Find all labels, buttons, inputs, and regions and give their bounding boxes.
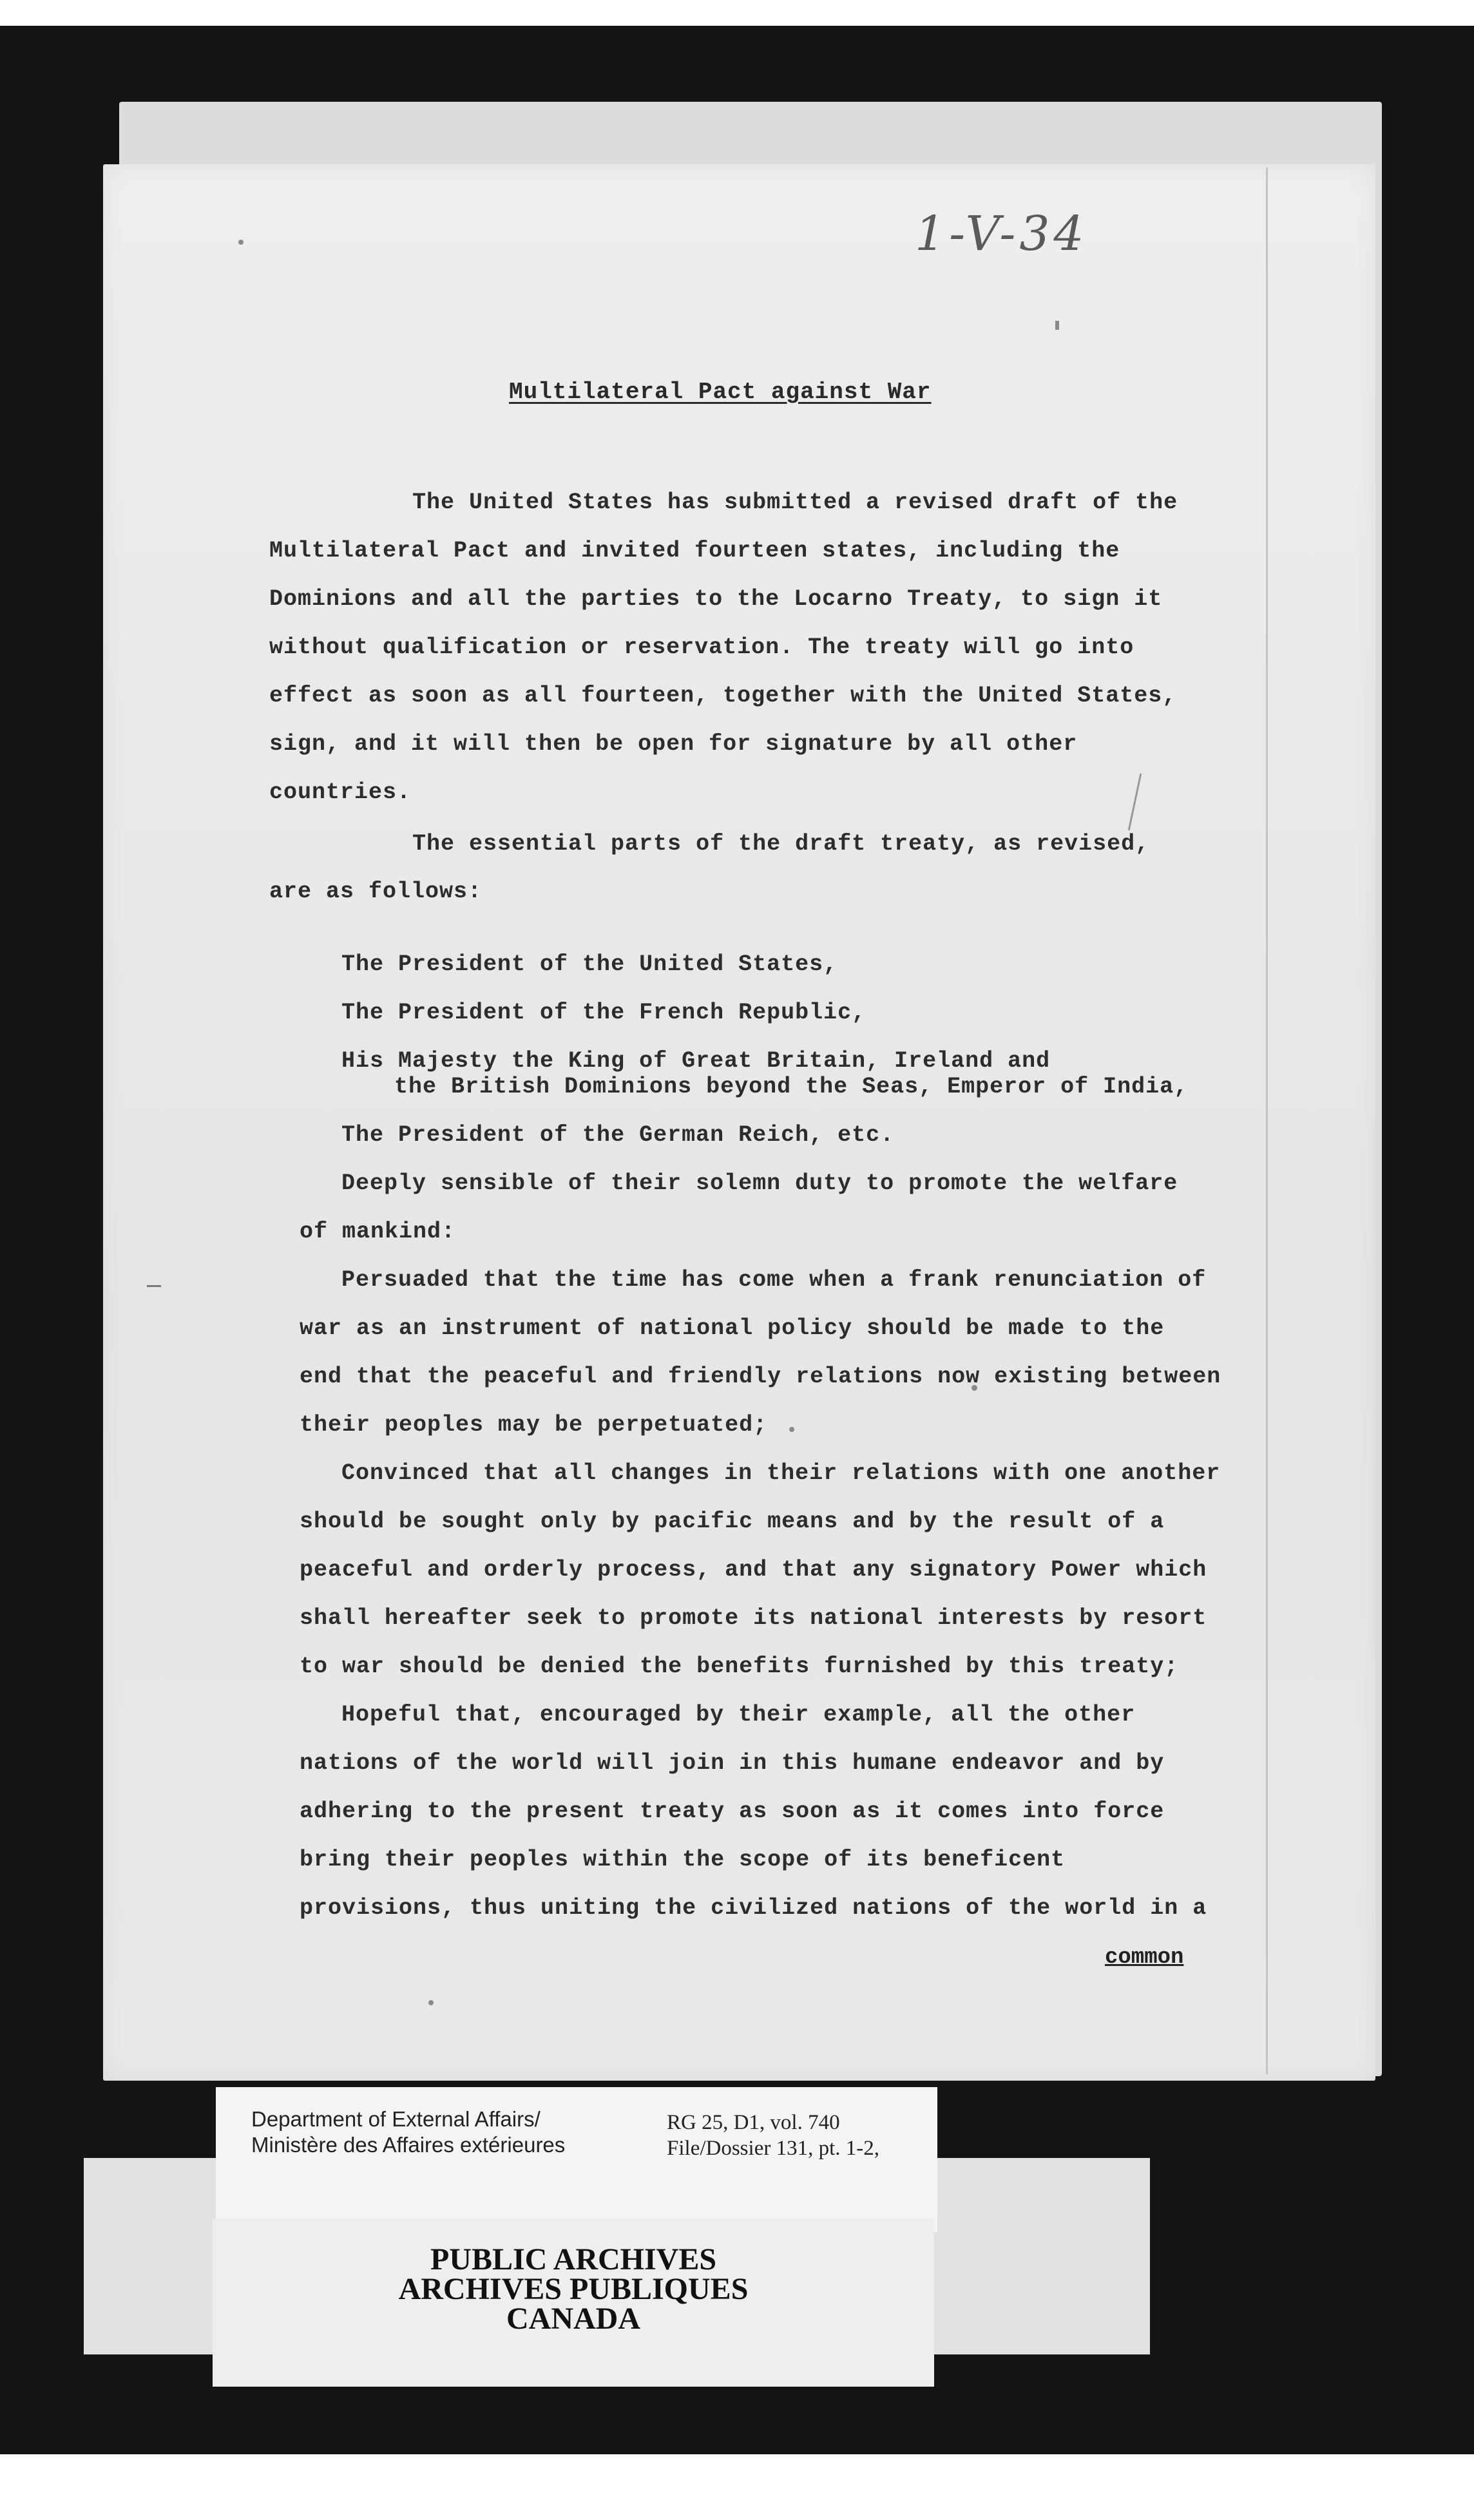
- reference-label: [667, 2110, 879, 2161]
- margin-mark: [147, 1285, 161, 1287]
- text-line: to war should be denied the benefits furnished by this treaty;: [300, 1654, 1179, 1679]
- text-line: Deeply sensible of their solemn duty to promote the welfare: [341, 1170, 1178, 1196]
- record-group-ref: RG 25, D1, vol. 740: [667, 2111, 840, 2134]
- text-line: of mankind:: [300, 1219, 456, 1245]
- department-line-fr: Ministère des Affaires extérieures: [251, 2133, 566, 2157]
- party-line: The President of the United States,: [341, 951, 838, 977]
- text-line: peaceful and orderly process, and that any signatory Power which: [300, 1557, 1207, 1583]
- text-line: end that the peaceful and friendly relations now existing between: [300, 1364, 1221, 1389]
- handwritten-file-mark: 1-V-34: [915, 206, 1088, 262]
- text-line: their peoples may be perpetuated;: [300, 1412, 768, 1438]
- text-line: Convinced that all changes in their relations with one another: [341, 1460, 1221, 1486]
- text-line: shall hereafter seek to promote its national interests by resort: [300, 1605, 1207, 1631]
- party-line: The President of the German Reich, etc.: [341, 1122, 895, 1148]
- text-line: The United States has submitted a revised draft of the: [412, 490, 1178, 515]
- text-line: without qualification or reservation. The treaty will go into: [269, 635, 1134, 660]
- catchword: common: [1105, 1945, 1184, 1970]
- text-line: Multilateral Pact and invited fourteen states, including the: [269, 538, 1120, 564]
- text-line: nations of the world will join in this humane endeavor and by: [300, 1750, 1165, 1776]
- text-line: effect as soon as all fourteen, together with the United States,: [269, 683, 1177, 709]
- party-line: the British Dominions beyond the Seas, Emperor of India,: [394, 1074, 1189, 1100]
- text-line: The essential parts of the draft treaty, as revised,: [412, 831, 1150, 857]
- text-line: provisions, thus uniting the civilized nations of the world in a: [300, 1895, 1207, 1921]
- department-label: [251, 2106, 565, 2158]
- dust-speck: [789, 1427, 794, 1432]
- text-line: Dominions and all the parties to the Locarno Treaty, to sign it: [269, 586, 1163, 612]
- text-line: are as follows:: [269, 879, 483, 904]
- text-line: Persuaded that the time has come when a frank renunciation of: [341, 1267, 1207, 1293]
- stamp-line-en: PUBLIC ARCHIVES: [430, 2242, 717, 2277]
- dust-speck: [238, 240, 244, 245]
- dust-speck: [428, 2000, 434, 2005]
- dust-speck: [1055, 321, 1059, 330]
- text-line: Hopeful that, encouraged by their example, all the other: [341, 1702, 1136, 1728]
- text-line: war as an instrument of national policy should be made to the: [300, 1315, 1165, 1341]
- file-dossier-ref: File/Dossier 131, pt. 1-2,: [667, 2137, 879, 2160]
- party-line: The President of the French Republic,: [341, 1000, 866, 1026]
- text-line: adhering to the present treaty as soon as it comes into force: [300, 1799, 1165, 1824]
- document-title: Multilateral Pact against War: [509, 379, 932, 405]
- text-line: bring their peoples within the scope of its beneficent: [300, 1847, 1066, 1873]
- department-line-en: Department of External Affairs/: [251, 2107, 541, 2131]
- party-line: His Majesty the King of Great Britain, Ireland and: [341, 1048, 1051, 1074]
- stamp-line-country: CANADA: [506, 2302, 640, 2336]
- stamp-line-fr: ARCHIVES PUBLIQUES: [398, 2272, 749, 2306]
- page-edge-line: [1266, 167, 1268, 2074]
- text-line: countries.: [269, 779, 412, 805]
- text-line: should be sought only by pacific means and by the result of a: [300, 1509, 1165, 1534]
- archives-stamp: [213, 2242, 934, 2336]
- text-line: sign, and it will then be open for signature by all other: [269, 731, 1078, 757]
